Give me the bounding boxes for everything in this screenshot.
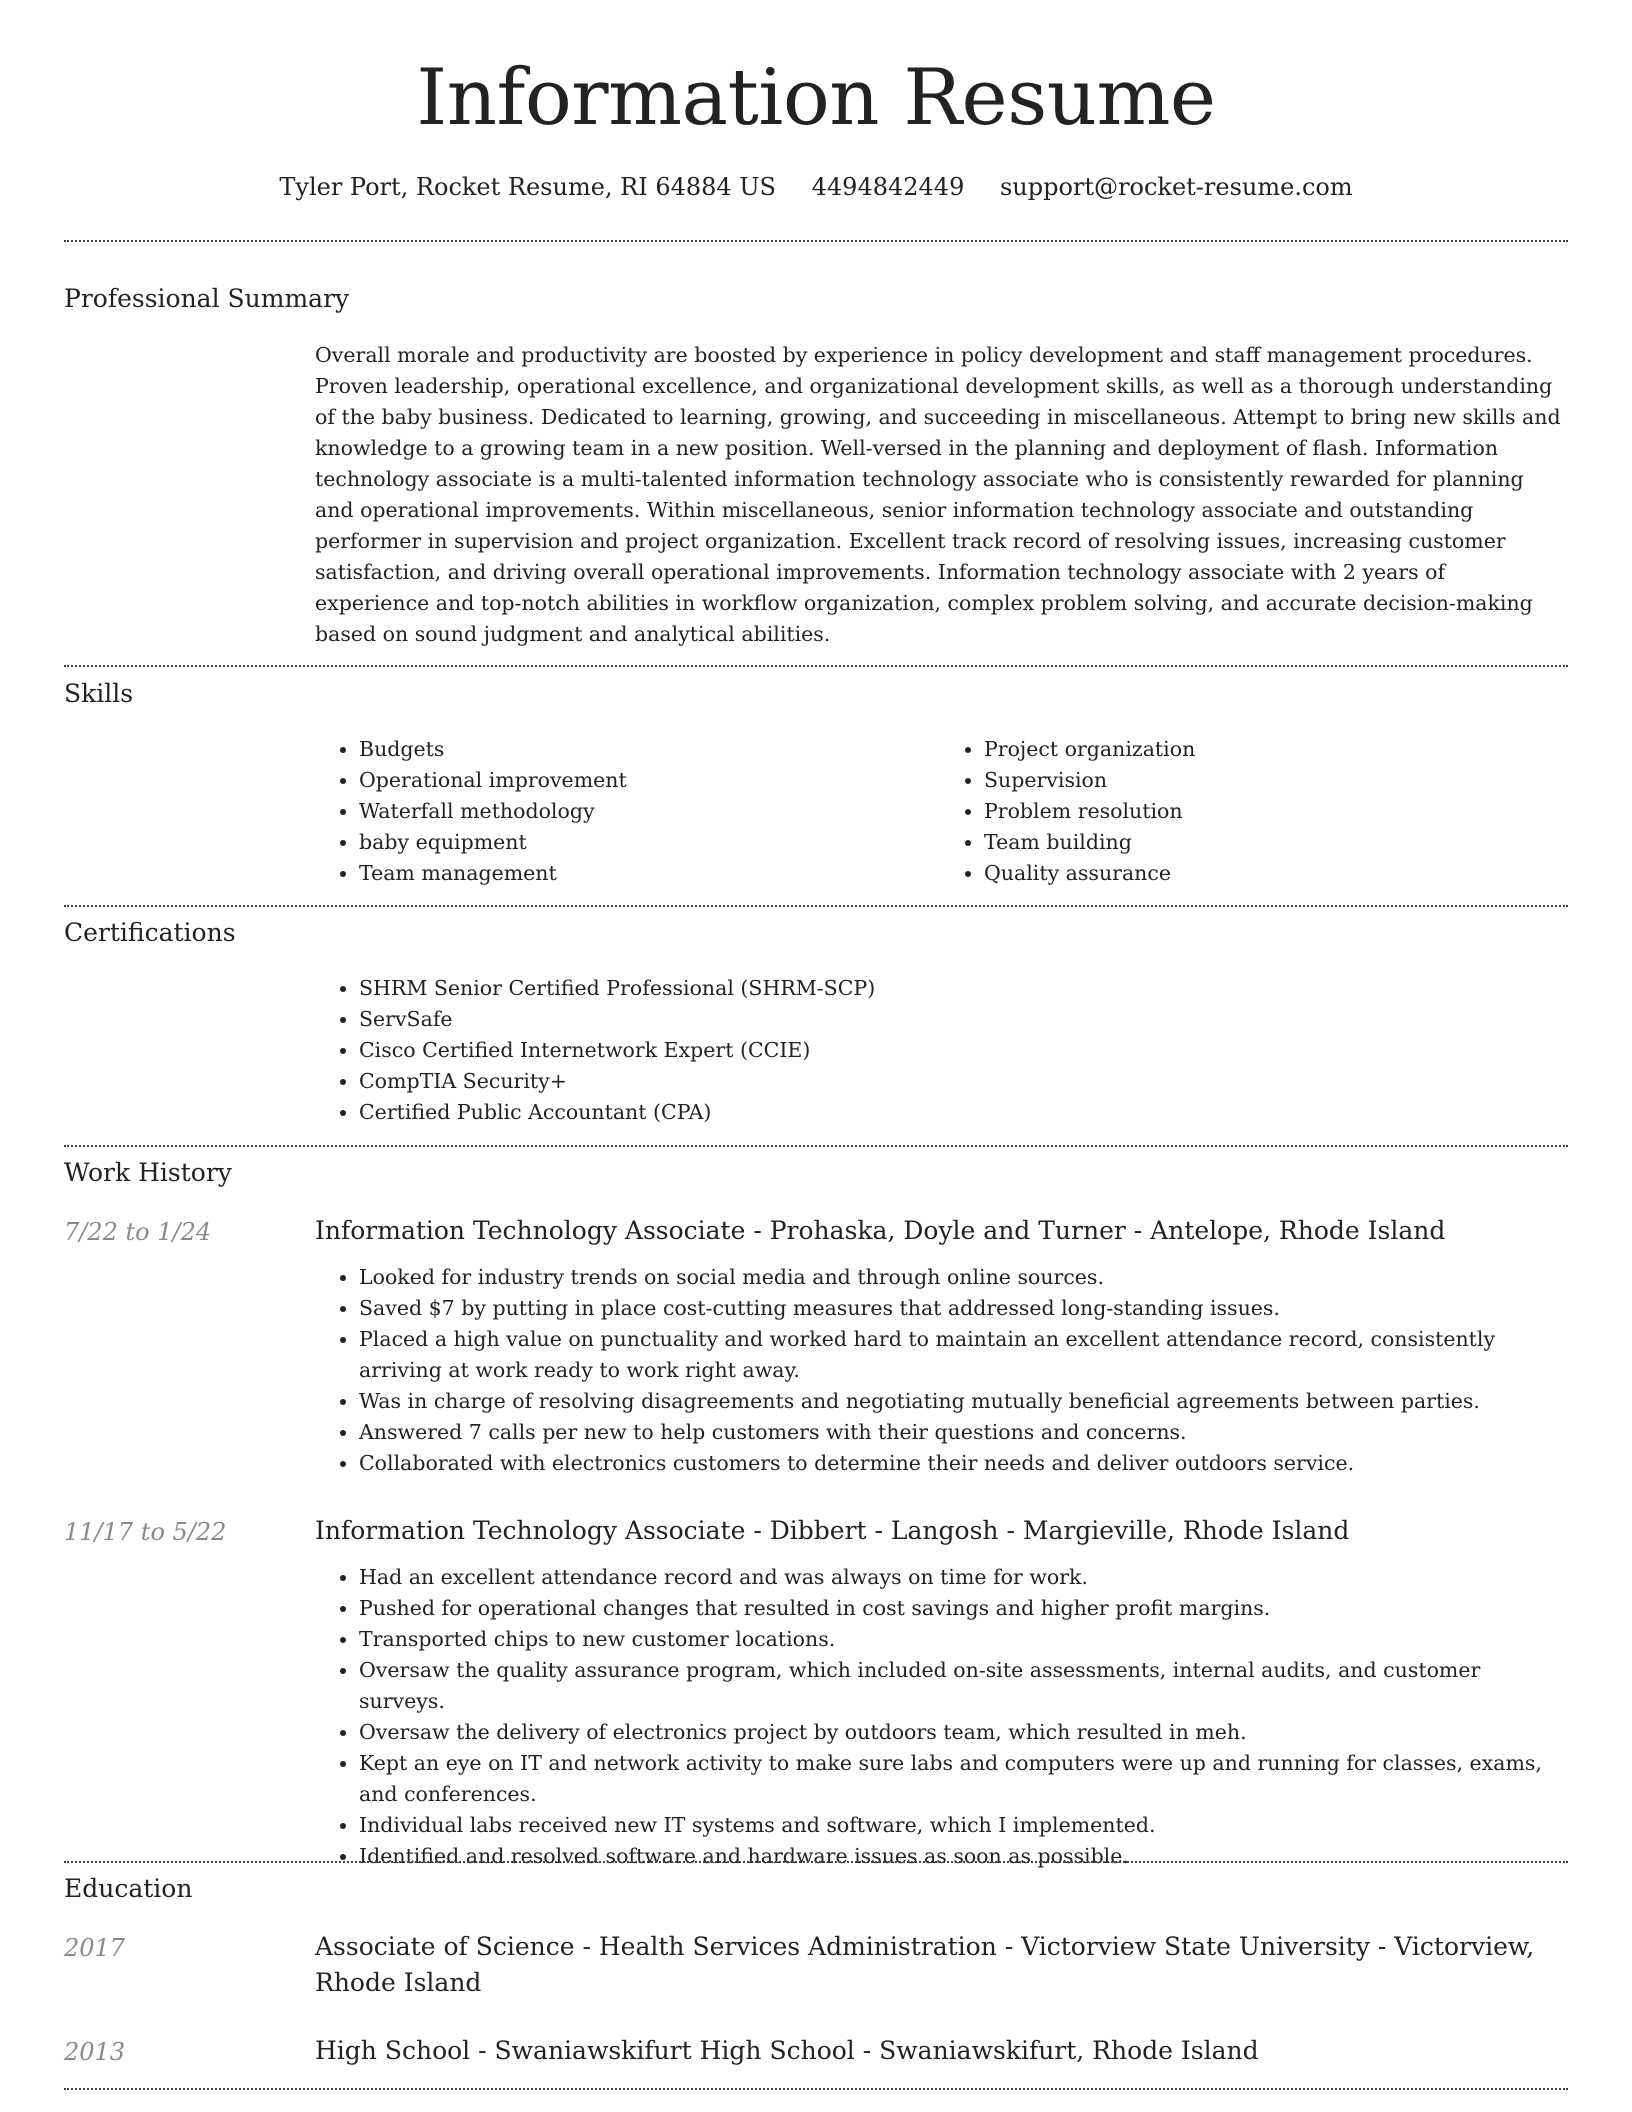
skill-item: • Budgets bbox=[359, 734, 940, 765]
summary-text: Overall morale and productivity are boosted by experience in policy development and staff management procedures. Proven leadership, operational excellence, and organizational development skills, as well as a thorough understanding of the baby business. Dedicated to learning, growing, and succeeding in miscellaneous. Attempt to bring new skills and knowledge to a growing team in a new position. Well-versed in the planning and deployment of flash. Information technology associate is a multi-talented information technology associate who is consistently rewarded for planning and operational improvements. Within miscellaneous, senior information technology associate and outstanding performer in supervision and project organization. Excellent track record of resolving issues, increasing customer satisfaction, and driving overall operational improvements. Information technology associate with 2 years of experience and top-notch abilities in workflow organization, complex problem solving, and accurate decision-making based on sound judgment and analytical abilities. bbox=[315, 343, 1561, 646]
education-year: 2017 bbox=[64, 1934, 126, 1962]
certifications-section bbox=[315, 973, 1565, 1128]
job-bullet: • Had an excellent attendance record and was always on time for work. bbox=[359, 1562, 1565, 1593]
job-bullets bbox=[315, 1262, 1565, 1479]
education-year: 2013 bbox=[64, 2038, 126, 2066]
certification-item: • Certified Public Accountant (CPA) bbox=[359, 1097, 1565, 1128]
education-entry bbox=[315, 2033, 1565, 2069]
education-title: Associate of Science - Health Services Administration - Victorview State University - Victorview, Rhode Island bbox=[315, 1932, 1535, 1997]
skill-item: • Team management bbox=[359, 858, 940, 889]
job-bullet: • Was in charge of resolving disagreements and negotiating mutually beneficial agreements between parties. bbox=[359, 1386, 1565, 1417]
certification-item: • Cisco Certified Internetwork Expert (CCIE) bbox=[359, 1035, 1565, 1066]
job-entry bbox=[315, 1213, 1565, 1479]
divider bbox=[64, 2088, 1568, 2090]
divider bbox=[64, 665, 1568, 667]
job-title: Information Technology Associate - Prohaska, Doyle and Turner - Antelope, Rhode Island bbox=[315, 1216, 1446, 1245]
certification-item: • CompTIA Security+ bbox=[359, 1066, 1565, 1097]
certification-item: • ServSafe bbox=[359, 1004, 1565, 1035]
job-entry bbox=[315, 1513, 1565, 1872]
skill-item: • Quality assurance bbox=[984, 858, 1565, 889]
skills-list-left bbox=[315, 734, 940, 889]
contact-line bbox=[0, 170, 1632, 204]
job-bullet: • Kept an eye on IT and network activity to make sure labs and computers were up and running for classes, exams, and conferences. bbox=[359, 1748, 1565, 1810]
job-bullet: • Oversaw the delivery of electronics project by outdoors team, which resulted in meh. bbox=[359, 1717, 1565, 1748]
divider bbox=[64, 1145, 1568, 1147]
skill-item: • Operational improvement bbox=[359, 765, 940, 796]
certifications-heading: Certifications bbox=[64, 918, 236, 947]
job-bullet: • Collaborated with electronics customers to determine their needs and deliver outdoors service. bbox=[359, 1448, 1565, 1479]
job-bullet: • Identified and resolved software and hardware issues as soon as possible. bbox=[359, 1841, 1565, 1872]
skill-item: • Project organization bbox=[984, 734, 1565, 765]
job-dates: 11/17 to 5/22 bbox=[64, 1518, 227, 1546]
skill-item: • Waterfall methodology bbox=[359, 796, 940, 827]
contact-email[interactable]: support@rocket-resume.com bbox=[999, 173, 1353, 201]
summary-section bbox=[315, 340, 1565, 650]
divider bbox=[64, 1861, 1568, 1863]
contact-address: Tyler Port, Rocket Resume, RI 64884 US bbox=[279, 173, 776, 201]
job-bullet: • Individual labs received new IT systems and software, which I implemented. bbox=[359, 1810, 1565, 1841]
education-title: High School - Swaniawskifurt High School - Swaniawskifurt, Rhode Island bbox=[315, 2036, 1259, 2065]
resume-title: Information Resume bbox=[416, 53, 1216, 143]
certification-item: • SHRM Senior Certified Professional (SHRM-SCP) bbox=[359, 973, 1565, 1004]
skill-item: • Problem resolution bbox=[984, 796, 1565, 827]
job-bullet: • Placed a high value on punctuality and worked hard to maintain an excellent attendance record, consistently arriving at work ready to work right away. bbox=[359, 1324, 1565, 1386]
job-bullet: • Pushed for operational changes that resulted in cost savings and higher profit margins. bbox=[359, 1593, 1565, 1624]
work-heading: Work History bbox=[64, 1158, 232, 1187]
skill-item: • Team building bbox=[984, 827, 1565, 858]
job-bullet: • Saved $7 by putting in place cost-cutting measures that addressed long-standing issues. bbox=[359, 1293, 1565, 1324]
skills-list-right bbox=[940, 734, 1565, 889]
contact-phone: 4494842449 bbox=[811, 173, 965, 201]
divider bbox=[64, 240, 1568, 242]
job-title: Information Technology Associate - Dibbert - Langosh - Margieville, Rhode Island bbox=[315, 1516, 1350, 1545]
job-bullet: • Oversaw the quality assurance program, which included on-site assessments, internal audits, and customer surveys. bbox=[359, 1655, 1565, 1717]
skills-grid bbox=[315, 734, 1565, 889]
certifications-list bbox=[315, 973, 1565, 1128]
job-bullet: • Transported chips to new customer locations. bbox=[359, 1624, 1565, 1655]
skills-heading: Skills bbox=[64, 679, 134, 708]
skill-item: • baby equipment bbox=[359, 827, 940, 858]
education-entry bbox=[315, 1929, 1565, 2001]
job-dates: 7/22 to 1/24 bbox=[64, 1218, 212, 1246]
divider bbox=[64, 905, 1568, 907]
job-bullet: • Looked for industry trends on social media and through online sources. bbox=[359, 1262, 1565, 1293]
skill-item: • Supervision bbox=[984, 765, 1565, 796]
job-bullets bbox=[315, 1562, 1565, 1872]
education-heading: Education bbox=[64, 1874, 193, 1903]
skills-section bbox=[315, 734, 1565, 889]
job-bullet: • Answered 7 calls per new to help customers with their questions and concerns. bbox=[359, 1417, 1565, 1448]
summary-heading: Professional Summary bbox=[64, 284, 350, 313]
